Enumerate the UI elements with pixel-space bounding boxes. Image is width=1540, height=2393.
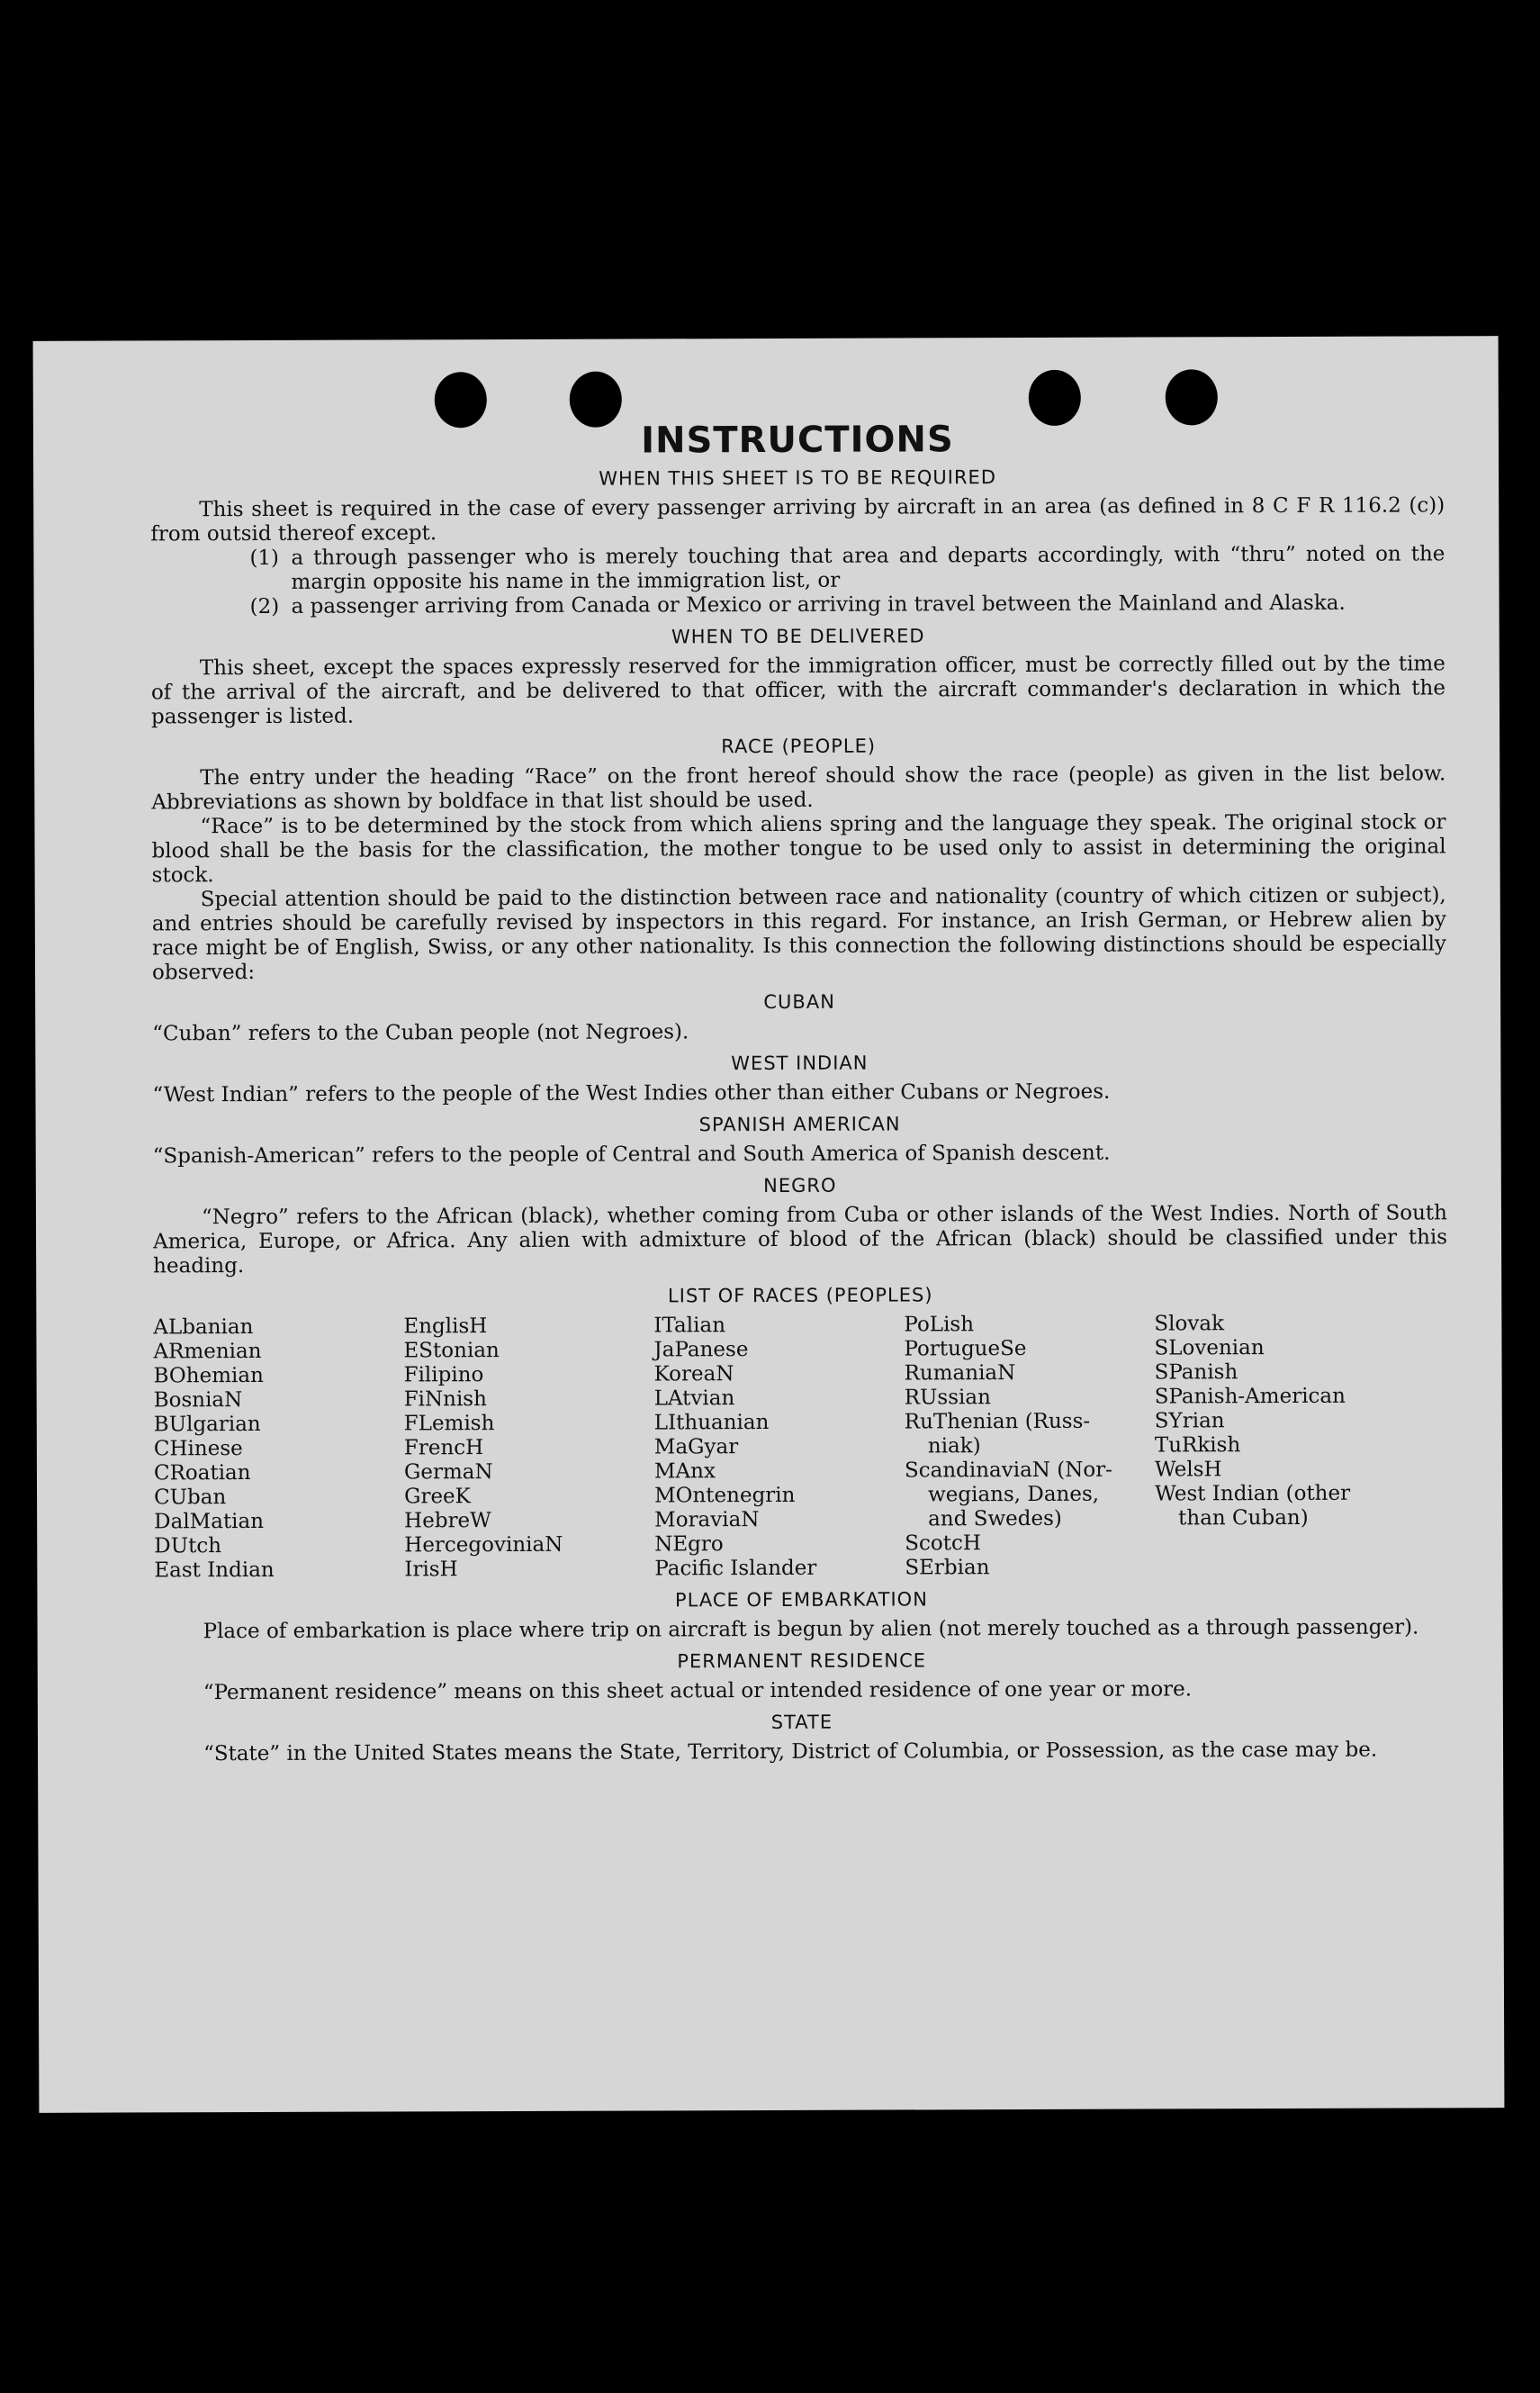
race-entry: FLemish	[403, 1412, 495, 1436]
race-entry: HercegoviniaN	[404, 1532, 563, 1558]
race-entry: CHinese	[153, 1437, 243, 1461]
races-column	[1154, 1311, 1448, 1579]
race-entry: BUlgarian	[153, 1412, 261, 1437]
race-entry: PoLish	[904, 1313, 975, 1337]
exception-item	[249, 542, 1445, 595]
race-entry: West Indian (other	[1155, 1481, 1351, 1506]
race-entry: MAnx	[653, 1459, 716, 1484]
race-entry: KoreaN	[653, 1362, 734, 1386]
race-entry: DUtch	[154, 1534, 222, 1558]
race-entry: ScandinaviaN (Nor-	[904, 1458, 1112, 1483]
embarkation-text: Place of embarkation is place where trip on aircraft is begun by alien (not merely touched as a through passenger).	[203, 1615, 1419, 1644]
races-column	[904, 1313, 1155, 1581]
races-column	[653, 1313, 905, 1581]
race-paragraph: Special attention should be paid to the distinction between race and nationality (country of which citizen or subject), and entries should be carefully revised by inspectors in this regard. For instance, an Irish German, or Hebrew alien by race might be of English, Swiss, or any other nationality. Is this connection the following distinctions should be especially observed:	[151, 883, 1446, 985]
heading-negro: NEGRO	[763, 1174, 837, 1197]
race-entry: JaPanese	[653, 1338, 749, 1362]
race-entry: RuThenian (Russ-	[904, 1409, 1091, 1434]
race-entry: EStonian	[403, 1339, 500, 1363]
race-entry: CUban	[154, 1485, 227, 1510]
race-entry: SPanish	[1154, 1360, 1238, 1385]
race-entry: RUssian	[904, 1386, 991, 1410]
race-entry: wegians, Danes,	[928, 1482, 1100, 1507]
exception-item	[250, 591, 1445, 619]
heading-embarkation: PLACE OF EMBARKATION	[674, 1588, 928, 1612]
race-entry: WelsH	[1154, 1458, 1222, 1482]
race-entry: IrisH	[404, 1558, 458, 1582]
race-entry: ARmenian	[153, 1339, 262, 1364]
item-number: (2)	[249, 594, 280, 619]
race-entry: FiNnish	[403, 1387, 487, 1412]
race-entry: ScotcH	[905, 1531, 981, 1556]
race-entry: MoraviaN	[654, 1508, 760, 1532]
heading-when-required: WHEN THIS SHEET IS TO BE REQUIRED	[599, 466, 997, 490]
race-entry: LIthuanian	[653, 1411, 770, 1435]
race-entry: Slovak	[1154, 1312, 1225, 1336]
race-entry: SLovenian	[1154, 1336, 1265, 1360]
race-entry: and Swedes)	[928, 1506, 1062, 1531]
race-entry: GermaN	[403, 1460, 493, 1485]
heading-list-of-races: LIST OF RACES (PEOPLES)	[667, 1284, 933, 1307]
race-entry: FrencH	[403, 1436, 484, 1460]
punch-hole	[435, 372, 487, 428]
heading-spanish-american: SPANISH AMERICAN	[698, 1113, 901, 1136]
race-entry: CRoatian	[153, 1461, 251, 1485]
race-entry: BosniaN	[153, 1388, 243, 1413]
heading-west-indian: WEST INDIAN	[731, 1052, 869, 1075]
race-entry: SPanish-American	[1154, 1384, 1346, 1409]
cuban-text: “Cuban” refers to the Cuban people (not Negroes).	[152, 1020, 689, 1046]
race-entry: NEgro	[654, 1532, 724, 1557]
race-entry: HebreW	[404, 1509, 491, 1533]
when-required-intro: This sheet is required in the case of every passenger arriving by aircraft in an area (as defined in 8 C F R 116.2 (c)) from outsid thereof except.	[150, 493, 1445, 546]
race-entry: ALbanian	[153, 1314, 254, 1340]
state-text: “State” in the United States means the State, Territory, District of Columbia, or Possession, as the case may be.	[203, 1738, 1378, 1766]
race-entry: niak)	[927, 1434, 981, 1458]
race-entry: than Cuban)	[1178, 1505, 1309, 1531]
heading-permanent-residence: PERMANENT RESIDENCE	[677, 1649, 927, 1673]
race-entry: PortugueSe	[904, 1337, 1027, 1361]
when-delivered-text: This sheet, except the spaces expressly reserved for the immigration officer, must be correctly filled out by the time of the arrival of the aircraft, and be delivered to that officer, with the aircraft commander's declaration in which the passenger is listed.	[150, 652, 1445, 729]
item-text: a through passenger who is merely touching that area and departs accordingly, with “thru” noted on the margin opposite his name in the immigration list, or	[291, 542, 1445, 594]
race-paragraph: “Race” is to be determined by the stock from which aliens spring and the language they speak. The original stock or blood shall be the basis for the classification, the mother tongue to be used only to assist in determining the original stock.	[151, 810, 1446, 888]
race-entry: MaGyar	[653, 1435, 739, 1459]
race-entry: TuRkish	[1154, 1433, 1241, 1458]
residence-text: “Permanent residence” means on this sheet actual or intended residence of one year or more.	[203, 1677, 1193, 1705]
race-entry: EnglisH	[403, 1314, 488, 1339]
west-indian-text: “West Indian” refers to the people of the West Indies other than either Cubans or Negroes.	[152, 1079, 1111, 1107]
race-entry: SYrian	[1154, 1409, 1225, 1433]
race-entry: East Indian	[154, 1558, 275, 1583]
item-text: a passenger arriving from Canada or Mexico or arriving in travel between the Mainland and Alaska.	[291, 591, 1346, 619]
punch-hole	[570, 372, 622, 428]
race-entry: RumaniaN	[904, 1361, 1016, 1386]
races-column	[403, 1314, 654, 1582]
instruction-sheet	[33, 336, 1505, 2113]
spanish-american-text: “Spanish-American” refers to the people of Central and South America of Spanish descent.	[152, 1141, 1111, 1169]
punch-hole	[1029, 370, 1081, 426]
heading-when-delivered: WHEN TO BE DELIVERED	[671, 625, 925, 648]
item-number: (1)	[249, 546, 280, 571]
race-entry: Pacific Islander	[654, 1556, 817, 1581]
race-entry: Filipino	[403, 1363, 484, 1387]
heading-cuban: CUBAN	[763, 990, 835, 1014]
race-entry: DalMatian	[154, 1509, 265, 1534]
race-entry: BOhemian	[153, 1363, 264, 1388]
race-entry: GreeK	[404, 1485, 471, 1509]
race-entry: ITalian	[653, 1314, 726, 1338]
race-paragraph: The entry under the heading “Race” on the front hereof should show the race (people) as given in the list below. Abbreviations as shown by boldface in that list should be used.	[151, 762, 1446, 815]
race-entry: SErbian	[905, 1556, 990, 1580]
races-list	[153, 1311, 1448, 1583]
document-body	[150, 419, 1449, 1766]
races-column	[153, 1314, 404, 1583]
punch-hole	[1166, 369, 1218, 425]
heading-race: RACE (PEOPLE)	[721, 735, 877, 758]
page-title: INSTRUCTIONS	[641, 419, 954, 462]
race-entry: MOntenegrin	[654, 1483, 796, 1508]
negro-text: “Negro” refers to the African (black), whether coming from Cuba or other islands of the West Indies. North of South America, Europe, or Africa. Any alien with admixture of blood of the African (black) should be classified under this heading.	[153, 1201, 1448, 1278]
heading-state: STATE	[770, 1711, 833, 1733]
race-entry: LAtvian	[653, 1386, 735, 1411]
